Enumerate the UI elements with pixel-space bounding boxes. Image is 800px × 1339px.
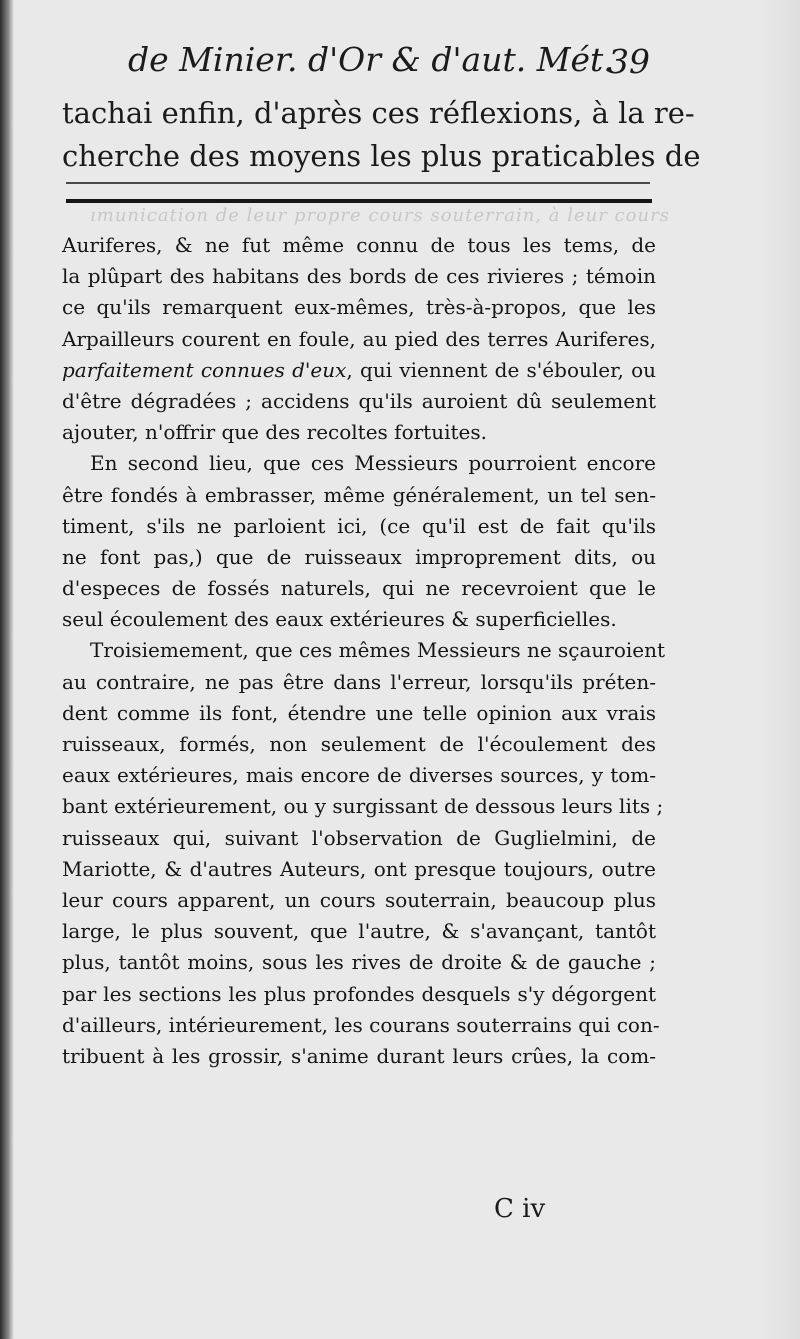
body-line: large, le plus souvent, que l'autre, & s'avançant, tantôt: [62, 919, 656, 944]
body-line: Mariotte, & d'autres Auteurs, ont presque toujours, outre: [62, 856, 656, 881]
body-line: ne font pas,) que de ruisseaux improprement dits, ou: [62, 544, 656, 569]
body-line: ruisseaux qui, suivant l'observation de Guglielmini, de: [62, 825, 656, 850]
body-line: [62, 355, 656, 386]
body-line: ajouter, n'offrir que des recoltes fortuites.: [62, 420, 487, 445]
running-head-title: de Minier. d'Or & d'aut. Mét.: [128, 40, 614, 79]
thin-rule: [66, 182, 650, 184]
running-head: [128, 38, 650, 88]
body-line: plus, tantôt moins, sous les rives de droite & de gauche ;: [62, 950, 656, 975]
body-text: [62, 230, 666, 1072]
body-line: En second lieu, que ces Messieurs pourroient encore: [90, 451, 656, 476]
thick-rule: [66, 199, 652, 203]
body-line: Auriferes, & ne fut même connu de tous les tems, de: [62, 233, 656, 257]
body-line: d'être dégradées ; accidens qu'ils auroient dû seulement: [62, 388, 656, 413]
page-number: 39: [608, 42, 650, 81]
top-line: tachai enfin, d'après ces réflexions, à la re-: [62, 96, 695, 130]
body-line: ruisseaux, formés, non seulement de l'écoulement des: [62, 732, 656, 756]
body-line: d'especes de fossés naturels, qui ne recevroient que le: [62, 576, 656, 601]
body-line: ce qu'ils remarquent eux-mêmes, très-à-propos, que les: [62, 295, 656, 320]
top-text-block: [62, 92, 701, 178]
line-text: , qui viennent de s'ébouler, ou: [346, 357, 657, 382]
body-line: la plûpart des habitans des bords de ces rivieres ; témoin: [62, 264, 656, 289]
body-line: Arpailleurs courent en foule, au pied des terres Auriferes,: [62, 326, 656, 351]
body-line: tribuent à les grossir, s'anime durant leurs crûes, la com-: [62, 1043, 656, 1068]
italic-phrase: parfaitement connues d'eux: [62, 357, 347, 382]
body-line: par les sections les plus profondes desquels s'y dégorgent: [62, 981, 656, 1006]
body-line: eaux extérieures, mais encore de diverses sources, y tom-: [62, 763, 656, 788]
page-shadow-left: [0, 0, 14, 1339]
body-line: timent, s'ils ne parloient ici, (ce qu'il est de fait qu'ils: [62, 513, 656, 538]
body-line: seul écoulement des eaux extérieures & superficielles.: [62, 607, 617, 632]
body-line: être fondés à embrasser, même généralement, un tel sen-: [62, 482, 656, 507]
page-edge-right: [760, 0, 800, 1339]
body-line: au contraire, ne pas être dans l'erreur, lorsqu'ils préten-: [62, 669, 656, 694]
signature-mark: C iv: [494, 1194, 546, 1224]
body-line: leur cours apparent, un cours souterrain, beaucoup plus: [62, 887, 656, 912]
top-line: cherche des moyens les plus praticables de: [62, 139, 701, 173]
body-line: dent comme ils font, étendre une telle opinion aux vrais: [62, 700, 656, 725]
bleed-through-text: ımunication de leur propre cours souterrain, à leur cours: [90, 205, 670, 226]
body-line: bant extérieurement, ou y surgissant de dessous leurs lits ;: [62, 794, 664, 819]
body-line: d'ailleurs, intérieurement, les courans souterrains qui con-: [62, 1012, 660, 1037]
body-line: Troisiemement, que ces mêmes Messieurs ne sçauroient: [90, 638, 666, 663]
